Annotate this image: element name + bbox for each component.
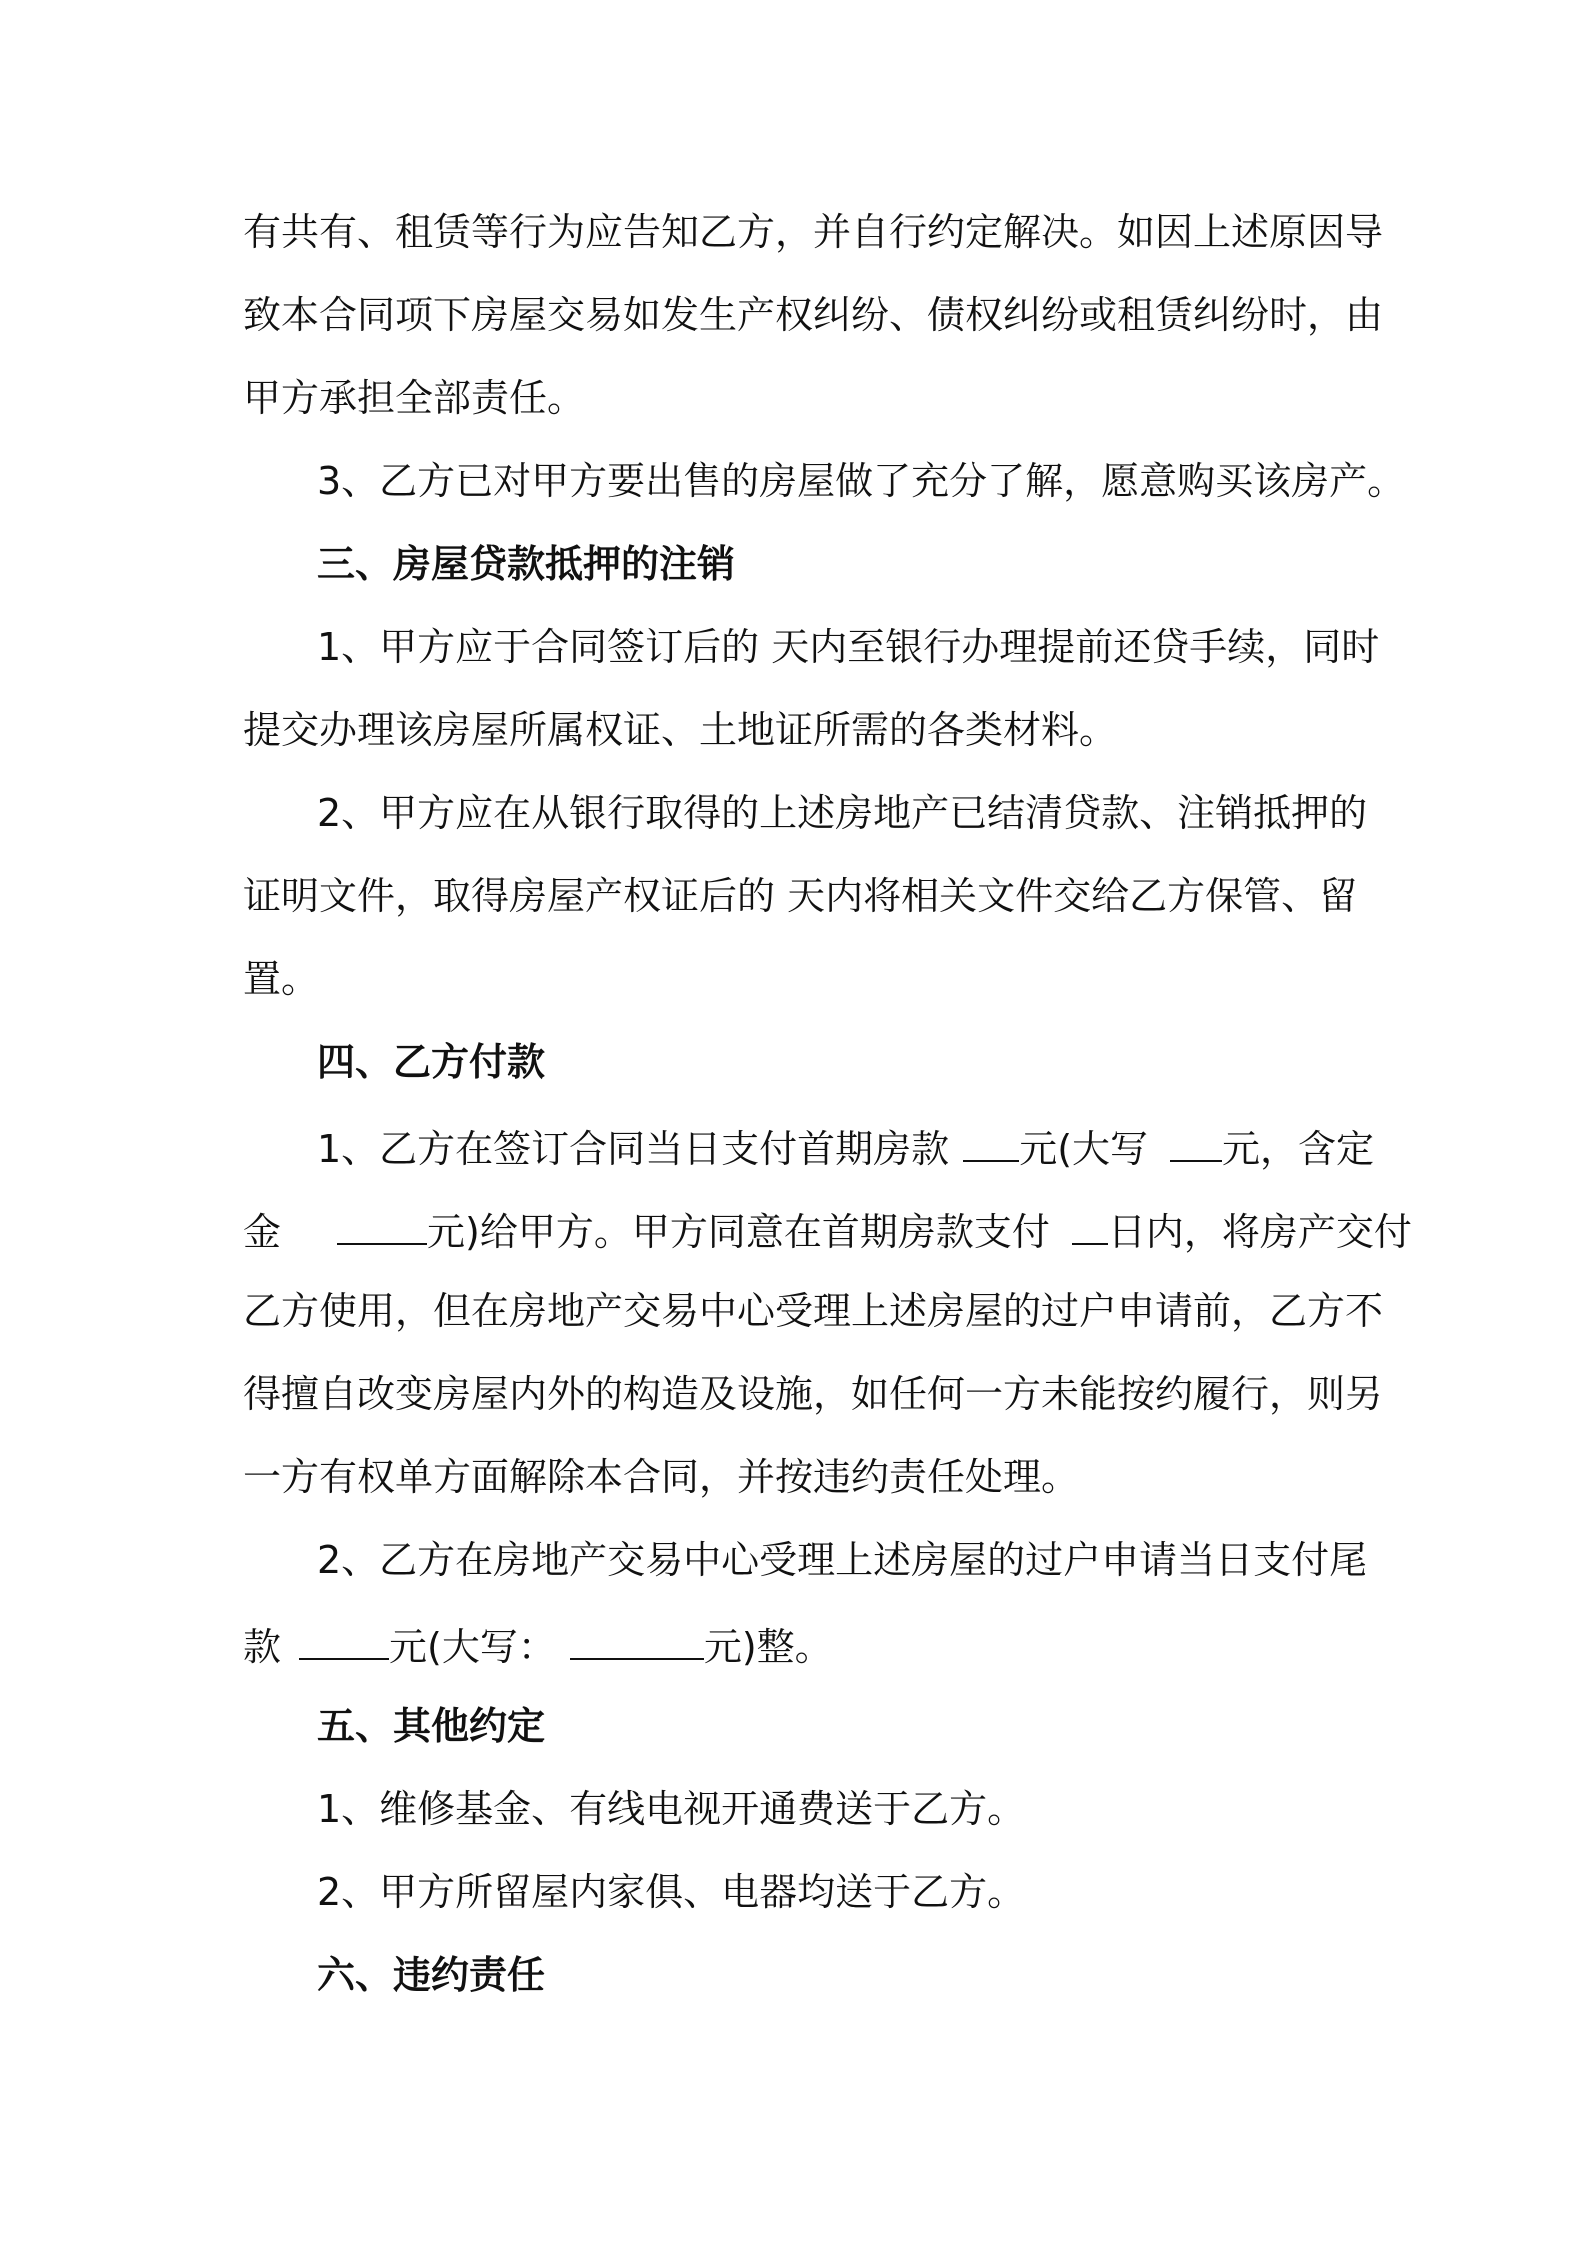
fill-in-blank[interactable] <box>1170 1120 1222 1162</box>
line-text: 元)整。 <box>703 1625 833 1669</box>
paragraph-line: 置。 <box>243 957 320 1001</box>
paragraph-line: 提交办理该房屋所属权证、土地证所需的各类材料。 <box>243 708 1118 752</box>
paragraph-line <box>243 1203 1412 1257</box>
paragraph-line: 2、甲方所留屋内家俱、电器均送于乙方。 <box>317 1870 1026 1914</box>
paragraph-line <box>243 1618 833 1672</box>
fill-in-blank[interactable] <box>1072 1203 1108 1245</box>
line-text: 款 <box>243 1625 282 1669</box>
paragraph-line: 1、维修基金、有线电视开通费送于乙方。 <box>317 1787 1026 1831</box>
line-text: 日内，将房产交付 <box>1107 1210 1412 1254</box>
paragraph-line: 一方有权单方面解除本合同，并按违约责任处理。 <box>243 1455 1080 1499</box>
paragraph-line: 证明文件，取得房屋产权证后的 天内将相关文件交给乙方保管、留 <box>243 874 1358 918</box>
line-text: 元，含定 <box>1222 1127 1375 1171</box>
fill-in-blank[interactable] <box>570 1618 704 1660</box>
paragraph-line: 3、乙方已对甲方要出售的房屋做了充分了解，愿意购买该房产。 <box>317 459 1406 503</box>
paragraph-line: 2、甲方应在从银行取得的上述房地产已结清贷款、注销抵押的 <box>317 791 1368 835</box>
section-heading: 六、违约责任 <box>317 1953 546 1997</box>
section-heading: 五、其他约定 <box>317 1704 546 1748</box>
paragraph-line: 有共有、租赁等行为应告知乙方，并自行约定解决。如因上述原因导 <box>243 210 1384 254</box>
fill-in-blank[interactable] <box>299 1618 389 1660</box>
paragraph-line: 致本合同项下房屋交易如发生产权纠纷、债权纠纷或租赁纠纷时，由 <box>243 293 1384 337</box>
line-text: 1、乙方在签订合同当日支付首期房款 <box>317 1127 950 1171</box>
paragraph-line: 乙方使用，但在房地产交易中心受理上述房屋的过户申请前，乙方不 <box>243 1289 1384 1333</box>
paragraph-line: 得擅自改变房屋内外的构造及设施，如任何一方未能按约履行，则另 <box>243 1372 1384 1416</box>
paragraph-line <box>317 1120 1374 1174</box>
paragraph-line: 甲方承担全部责任。 <box>243 376 586 420</box>
section-heading: 三、房屋贷款抵押的注销 <box>317 542 736 586</box>
fill-in-blank[interactable] <box>963 1120 1019 1162</box>
line-text: 元(大写 <box>1019 1127 1149 1171</box>
fill-in-blank[interactable] <box>337 1203 427 1245</box>
line-text: 金 <box>243 1210 282 1254</box>
line-text: 元)给甲方。甲方同意在首期房款支付 <box>427 1210 1050 1254</box>
paragraph-line: 2、乙方在房地产交易中心受理上述房屋的过户申请当日支付尾 <box>317 1538 1368 1582</box>
paragraph-line: 1、甲方应于合同签订后的 天内至银行办理提前还贷手续，同时 <box>317 625 1380 669</box>
section-heading: 四、乙方付款 <box>317 1040 546 1084</box>
line-text: 元(大写： <box>389 1625 556 1669</box>
